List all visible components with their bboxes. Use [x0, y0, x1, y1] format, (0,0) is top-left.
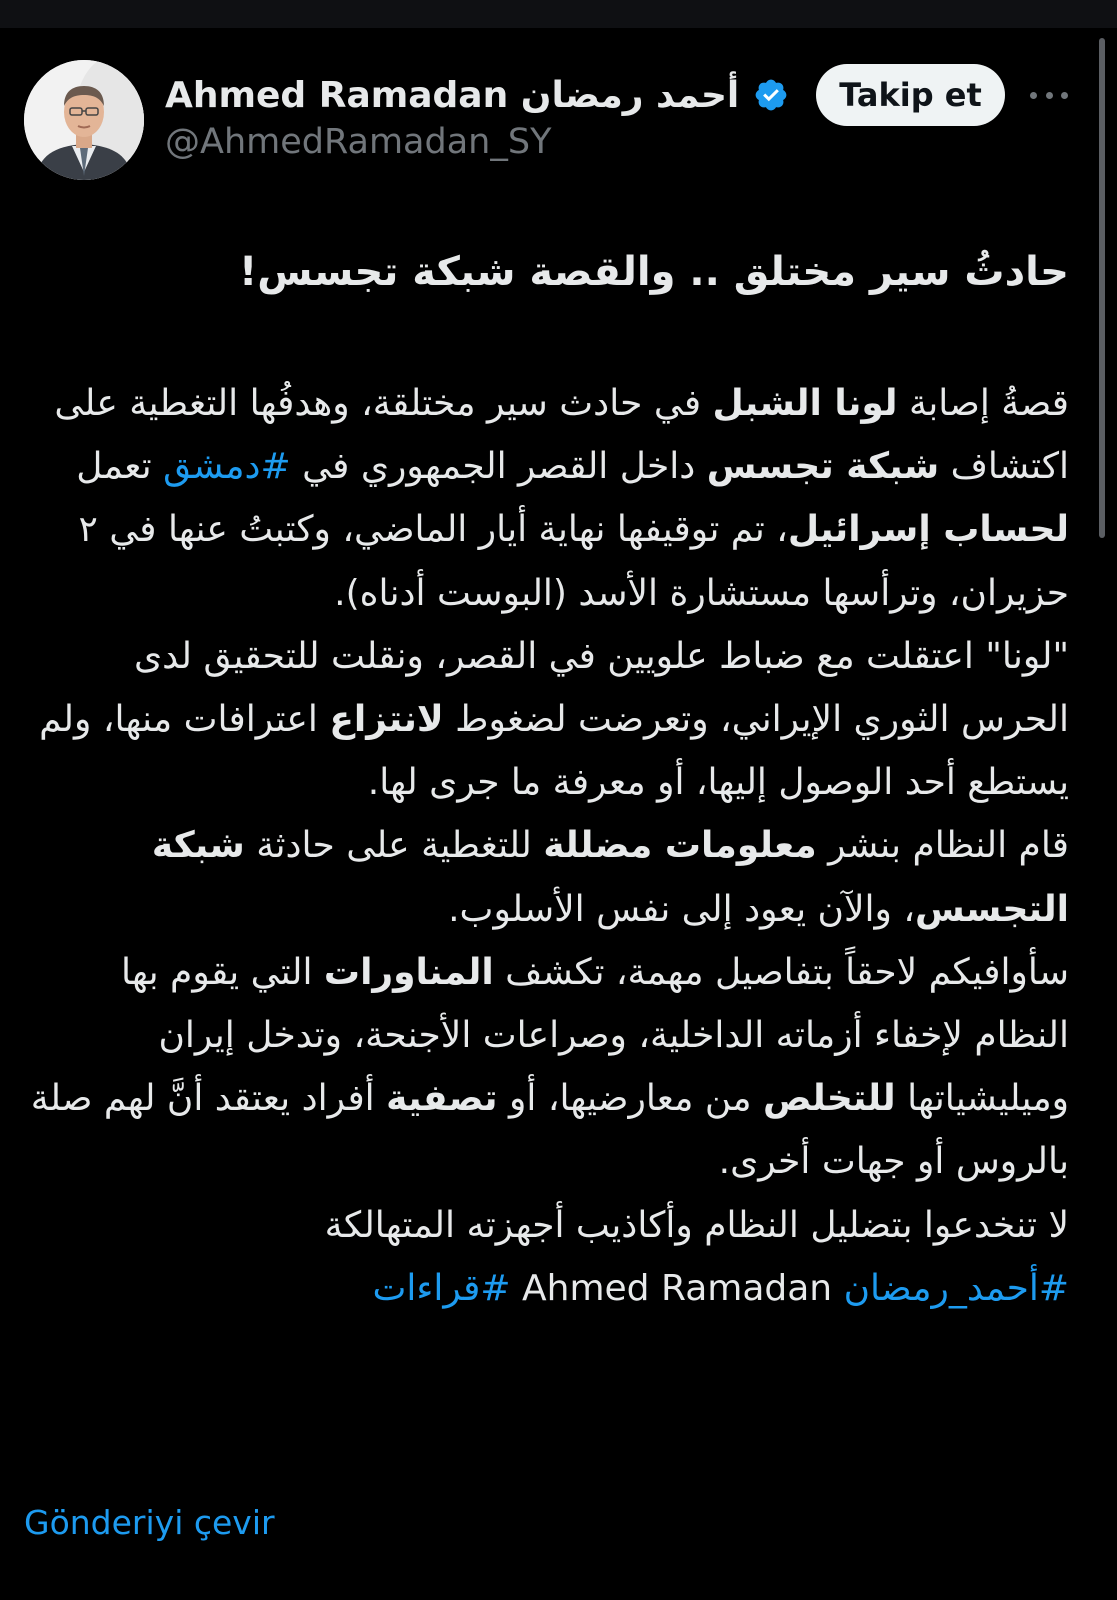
translate-post-link[interactable]: Gönderiyi çevir: [24, 1503, 275, 1542]
hashtag-link[interactable]: #قراءات: [372, 1267, 511, 1309]
scrollbar[interactable]: [1099, 38, 1105, 538]
tweet-paragraph-5: لا تنخدعوا بتضليل النظام وأكاذيب أجهزته المتهالكة: [324, 1204, 1069, 1246]
follow-button[interactable]: Takip et: [816, 64, 1005, 126]
bold-span: لونا الشبل: [712, 383, 898, 424]
tweet-hashtags: [19, 1257, 1069, 1320]
more-dot-3: [1061, 92, 1068, 99]
bold-span: شبكة التجسس: [151, 825, 1069, 930]
text-span: من معارضيها، أو: [497, 1078, 764, 1120]
bold-span: لانتزاع: [329, 699, 444, 741]
text-span: قام النظام بنشر: [816, 825, 1069, 867]
tweet-paragraph-3: [19, 814, 1069, 940]
author-name-text: Ahmed Ramadan أحمد رمضان: [165, 74, 740, 116]
bold-span: تصفية: [386, 1078, 498, 1120]
top-status-strip: [0, 0, 1117, 28]
more-options-icon[interactable]: [1030, 80, 1068, 110]
text-span: "لونا" اعتقلت مع ضباط علويين في القصر، ونقلت للتحقيق لدى الحرس الثوري الإيراني، وتعرضت لضغوط: [133, 635, 1069, 741]
text-span: أفراد يعتقد أنَّ لهم صلة بالروس أو جهات أخرى.: [30, 1078, 1069, 1183]
tweet-paragraph-4: [19, 941, 1069, 1194]
text-span: قصةُ إصابة: [897, 383, 1069, 424]
author-display-name[interactable]: [165, 70, 789, 120]
verified-badge-icon: [753, 77, 789, 113]
text-span: في حادث سير مختلقة، وهدفُها التغطية على اكتشاف: [54, 383, 1069, 488]
more-dot-2: [1046, 92, 1053, 99]
text-span: اعترافات منها، ولم يستطع أحد الوصول إليها، أو معرفة ما جرى لها.: [39, 699, 1069, 804]
text-span: للتغطية على حادثة: [244, 825, 544, 867]
avatar-photo-icon: [24, 60, 144, 180]
text-span: التي يقوم بها النظام لإخفاء أزماته الداخلية، وصراعات الأجنحة، وتدخل إيران وميليشياتها: [121, 951, 1069, 1120]
tweet-paragraph-2: [19, 625, 1069, 815]
tweet-headline: حادثُ سير مختلق .. والقصة شبكة تجسس!: [239, 249, 1069, 295]
text-span: ، والآن يعود إلى نفس الأسلوب.: [448, 888, 915, 930]
author-handle[interactable]: @AhmedRamadan_SY: [165, 122, 552, 162]
text-span: تعمل: [76, 446, 164, 488]
tweet-paragraph-1: [19, 372, 1069, 625]
more-dot-1: [1030, 92, 1037, 99]
latin-name-text: Ahmed Ramadan: [522, 1267, 833, 1309]
bold-span: المناورات: [323, 951, 494, 993]
hashtag-link[interactable]: #أحمد_رمضان: [843, 1267, 1069, 1309]
text-span: سأوافيكم لاحقاً بتفاصيل مهمة، تكشف: [493, 951, 1069, 993]
text-span: داخل القصر الجمهوري في: [290, 446, 707, 488]
avatar[interactable]: [24, 60, 144, 180]
tweet-text: [19, 240, 1069, 1320]
text-span: ، تم توقيفها نهاية أيار الماضي، وكتبتُ عنها في ٢ حزيران، وترأسها مستشارة الأسد (البوست أدناه).: [78, 509, 1069, 614]
bold-span: شبكة تجسس: [706, 446, 940, 488]
bold-span: معلومات مضللة: [543, 825, 817, 867]
bold-span: للتخلص: [763, 1078, 896, 1120]
hashtag-link[interactable]: #دمشق: [163, 446, 291, 488]
bold-span: لحساب إسرائيل: [787, 509, 1069, 551]
